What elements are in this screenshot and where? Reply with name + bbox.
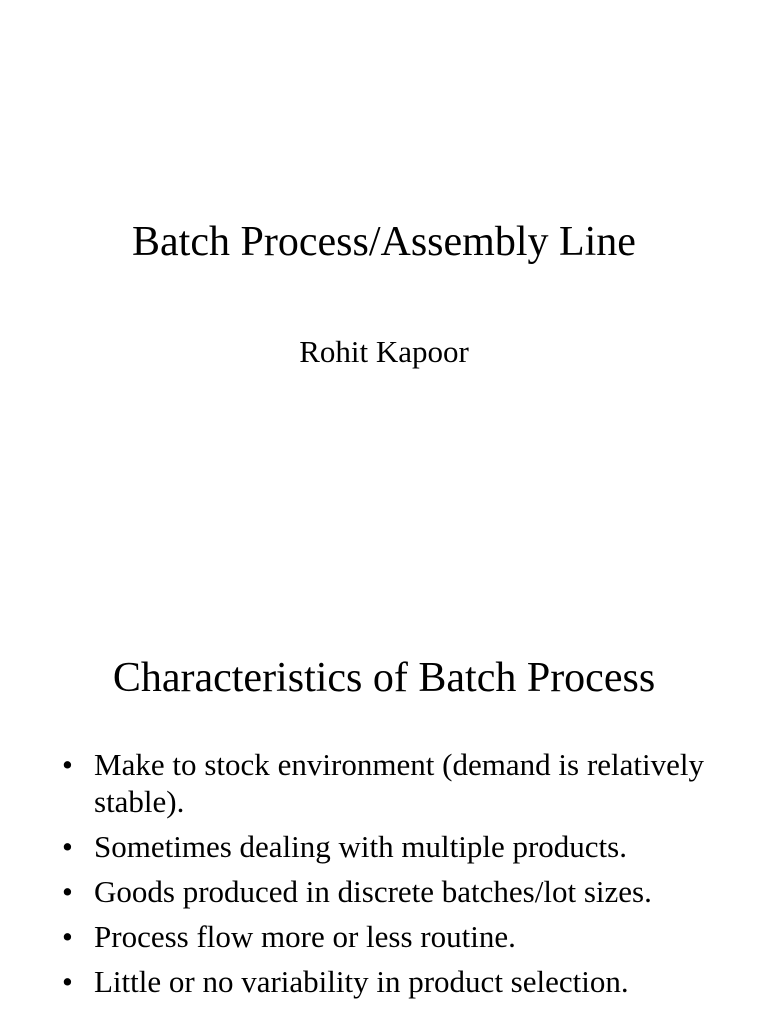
slide-heading: Characteristics of Batch Process [112, 655, 656, 701]
list-item [62, 963, 704, 1000]
bullet-text: Sometimes dealing with multiple products. [94, 829, 627, 864]
author-name: Rohit Kapoor [299, 334, 469, 369]
bullet-text: Process flow more or less routine. [94, 919, 516, 954]
content-slide [0, 576, 768, 1024]
bullet-text: Goods produced in discrete batches/lot sizes. [94, 874, 652, 909]
list-item [62, 828, 704, 865]
list-item [62, 873, 704, 910]
bullet-icon: • [62, 874, 73, 909]
bullet-icon: • [62, 829, 73, 864]
list-item [62, 746, 704, 820]
bullet-icon: • [62, 919, 73, 954]
bullet-text: Make to stock environment (demand is relatively stable). [94, 747, 704, 819]
list-item [62, 918, 704, 955]
bullet-icon: • [62, 964, 73, 999]
bullet-list [62, 746, 704, 1008]
bullet-text: Little or no variability in product selection. [94, 964, 629, 999]
bullet-icon: • [62, 747, 73, 782]
slide-title: Batch Process/Assembly Line [132, 219, 636, 265]
